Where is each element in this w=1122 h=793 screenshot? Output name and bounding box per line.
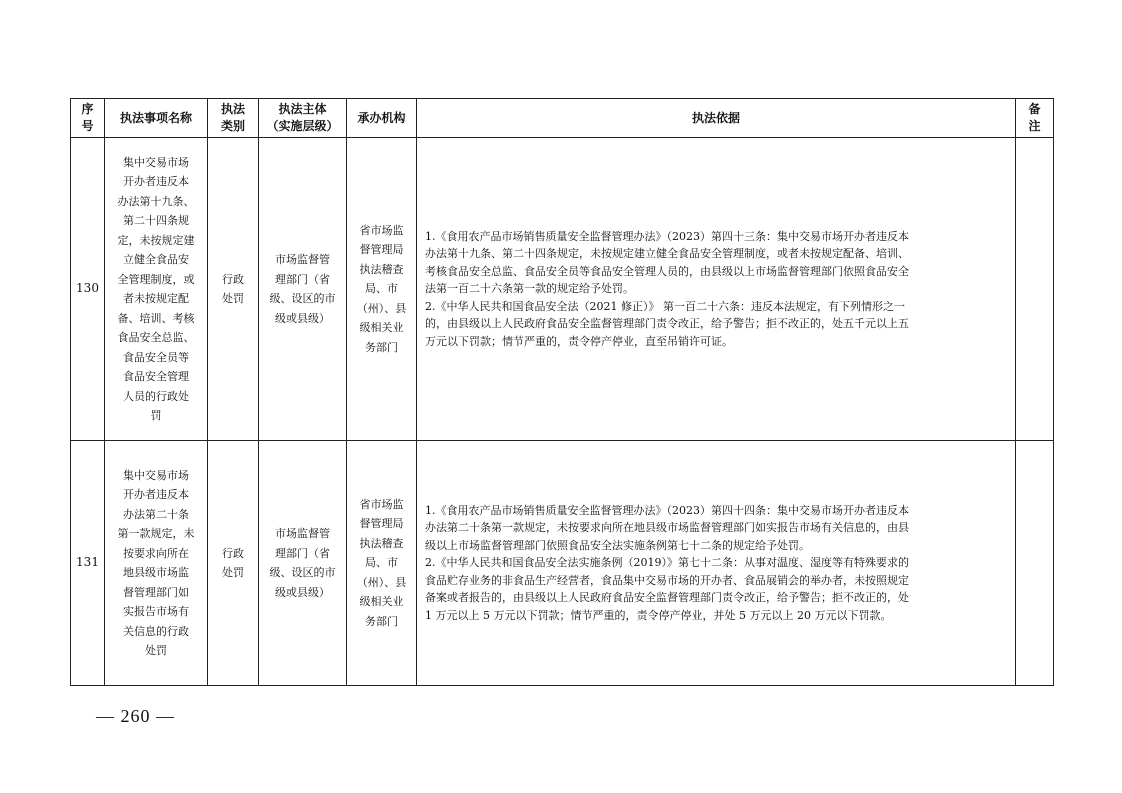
row-subject [259,138,347,441]
agency-line: 务部门 [365,340,398,354]
item-name-line: 实报告市场有 [123,605,189,618]
item-name-line: 处罚 [145,644,167,657]
table-row [71,138,1054,441]
row-item-name [105,441,208,686]
row-item-name [105,138,208,441]
row-category [208,441,259,686]
row-seq: 131 [71,441,105,686]
item-name-line: 食品安全员等 [123,350,189,364]
agency-line: 督管理局 [359,517,404,531]
row-remarks [1016,138,1054,441]
basis-paragraph [425,228,1009,298]
header-row [71,99,1054,138]
item-name-line: 人员的行政处 [123,389,189,403]
subject-line: 理部门（省 [275,546,330,560]
header-item-name: 执法事项名称 [105,99,208,138]
row-category [208,138,259,441]
basis-line: 2.《中华人民共和国食品安全法实施条例（2019）》第七十二条：从事对温度、湿度等有特殊要求的 [425,556,909,570]
row-agency [347,441,417,686]
page-number: — 260 — [96,706,175,726]
agency-line: 务部门 [365,614,398,628]
subject-line: 市场监督管 [275,527,330,540]
category-line: 行政 [222,272,244,286]
agency-line: 执法稽查 [359,536,404,550]
basis-line: 1.《食用农产品市场销售质量安全监督管理办法》（2023）第四十三条：集中交易市场开办者违反本 [425,229,909,243]
subject-line: 级或县级） [275,585,330,599]
header-subject: 执法主体 （实施层级） [259,99,347,138]
basis-line: 食品贮存业务的非食品生产经营者，食品集中交易市场的开办者、食品展销会的举办者，未按照规定 [425,573,909,587]
header-category: 执法 类别 [208,99,259,138]
row-seq: 130 [71,138,105,441]
subject-line: 市场监督管 [275,253,330,266]
category-line: 行政 [222,546,244,560]
item-name-line: 备、培训、考核 [117,311,195,325]
basis-line: 的，由县级以上人民政府食品安全监督管理部门责令改正，给予警告；拒不改正的，处五千元以上五 [425,317,909,331]
item-name-line: 开办者违反本 [123,175,189,188]
row-agency [347,138,417,441]
agency-line: 局、市 [365,282,398,296]
agency-line: （州）、县 [356,301,407,315]
item-name-line: 关信息的行政 [123,624,189,638]
item-name-line: 食品安全管理 [123,370,189,383]
item-name-line: 者未按规定配 [123,292,189,305]
subject-line: 级、设区的市 [269,292,336,305]
basis-line: 办法第十九条、第二十四条规定，未按规定建立健全食品安全管理制度，或者未按规定配备、培训、 [425,247,909,261]
category-line: 处罚 [222,292,244,305]
row-subject [259,441,347,686]
basis-line: 万元以下罚款；情节严重的，责令停产停业，直至吊销许可证。 [425,334,733,348]
subject-line: 级、设区的市 [269,566,336,579]
agency-line: （州）、县 [356,575,407,589]
item-name-line: 督管理部门如 [123,585,189,599]
header-seq: 序 号 [71,99,105,138]
basis-line: 法第一百二十六条第一款的规定给予处罚。 [425,282,634,296]
header-remarks: 备 注 [1016,99,1054,138]
basis-line: 1 万元以上 5 万元以下罚款；情节严重的，责令停产停业，并处 5 万元以上 20 万元以下罚款。 [425,608,892,622]
agency-line: 局、市 [365,556,398,570]
basis-paragraph [425,298,1009,351]
category-line: 处罚 [222,566,244,579]
table-row [71,441,1054,686]
item-name-line: 全管理制度，或 [117,272,195,286]
basis-line: 2.《中华人民共和国食品安全法（2021 修正）》 第一百二十六条：违反本法规定，有下列情形之一 [425,299,905,313]
subject-line: 理部门（省 [275,272,330,286]
basis-paragraph [425,502,1009,555]
item-name-line: 办法第十九条、 [117,194,195,208]
basis-line: 1.《食用农产品市场销售质量安全监督管理办法》（2023）第四十四条：集中交易市场开办者违反本 [425,503,909,517]
basis-line: 办法第二十条第一款规定，未按要求向所在地县级市场监督管理部门如实报告市场有关信息的，由县 [425,521,909,535]
row-basis [417,441,1016,686]
item-name-line: 定，未按规定建 [117,233,195,247]
agency-line: 级相关业 [359,321,404,335]
item-name-line: 按要求向所在 [123,546,189,560]
enforcement-table [70,98,1054,686]
item-name-line: 立健全食品安 [123,253,189,266]
row-remarks [1016,441,1054,686]
agency-line: 执法稽查 [359,262,404,276]
agency-line: 督管理局 [359,243,404,257]
item-name-line: 地县级市场监 [123,566,189,579]
basis-line: 考核食品安全总监、食品安全员等食品安全管理人员的，由县级以上市场监督管理部门依照食品安全 [425,264,909,278]
row-basis [417,138,1016,441]
agency-line: 级相关业 [359,595,404,609]
item-name-line: 第二十四条规 [123,214,189,227]
basis-line: 级以上市场监督管理部门依照食品安全法实施条例第七十二条的规定给予处罚。 [425,538,810,552]
item-name-line: 第一款规定，未 [117,527,195,540]
subject-line: 级或县级） [275,311,330,325]
item-name-line: 办法第二十条 [123,507,189,521]
item-name-line: 集中交易市场 [123,468,189,482]
item-name-line: 食品安全总监、 [117,331,195,344]
agency-line: 省市场监 [359,497,404,511]
basis-paragraph [425,554,1009,624]
item-name-line: 罚 [150,409,162,422]
item-name-line: 集中交易市场 [123,155,189,169]
header-basis: 执法依据 [417,99,1016,138]
header-agency: 承办机构 [347,99,417,138]
agency-line: 省市场监 [359,223,404,237]
item-name-line: 开办者违反本 [123,488,189,501]
basis-line: 备案或者报告的，由县级以上人民政府食品安全监督管理部门责令改正，给予警告；拒不改正的，处 [425,591,909,605]
